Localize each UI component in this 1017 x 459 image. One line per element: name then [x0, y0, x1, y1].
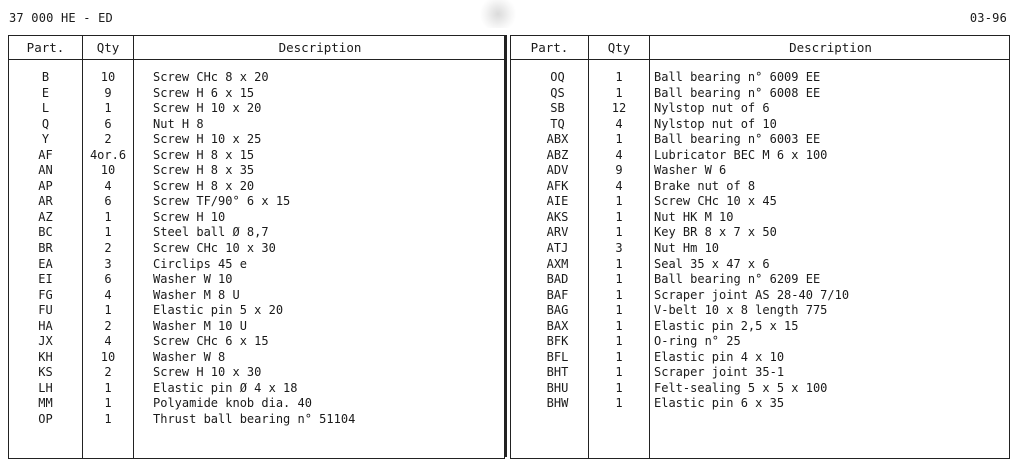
- qty-cell: 1: [615, 194, 623, 209]
- description-cell: Screw H 10 x 25: [153, 132, 262, 147]
- description-cell: Washer M 10 U: [153, 318, 247, 333]
- table-row: [9, 163, 504, 179]
- description-cell: Nylstop nut of 10: [654, 116, 777, 131]
- part-cell: Y: [41, 132, 50, 147]
- table-row: [9, 132, 504, 148]
- description-cell: Screw H 10: [153, 209, 226, 224]
- description-cell: Washer W 8: [153, 349, 226, 364]
- qty-cell: 6: [104, 194, 112, 209]
- header-part: Part.: [26, 40, 65, 55]
- part-cell: ARV: [546, 225, 569, 240]
- table-row: [9, 365, 504, 381]
- part-cell: KH: [38, 349, 53, 364]
- description-cell: Screw H 10 x 30: [153, 365, 262, 380]
- description-cell: Elastic pin 4 x 10: [654, 349, 785, 364]
- description-cell: Washer W 10: [153, 272, 233, 287]
- part-cell: BAG: [546, 303, 569, 318]
- part-cell: EI: [38, 272, 53, 287]
- part-cell: AZ: [38, 209, 53, 224]
- qty-cell: 1: [615, 85, 623, 100]
- part-cell: MM: [38, 396, 53, 411]
- part-cell: FG: [38, 287, 53, 302]
- description-cell: Thrust ball bearing n° 51104: [153, 412, 356, 427]
- part-cell: OQ: [550, 70, 565, 84]
- part-cell: QS: [550, 85, 565, 100]
- qty-cell: 1: [104, 412, 112, 427]
- part-cell: BAF: [546, 287, 569, 302]
- description-cell: Elastic pin 2,5 x 15: [654, 318, 799, 333]
- part-cell: BHT: [546, 365, 569, 380]
- header-part: Part.: [530, 40, 569, 55]
- qty-cell: 1: [615, 70, 623, 84]
- table-row: [9, 70, 504, 86]
- description-cell: Nut H 8: [153, 116, 204, 131]
- qty-cell: 1: [104, 225, 112, 240]
- qty-cell: 9: [615, 163, 623, 178]
- description-cell: Lubricator BEC M 6 x 100: [654, 147, 828, 162]
- description-cell: Screw CHc 10 x 30: [153, 241, 276, 256]
- qty-cell: 9: [104, 85, 112, 100]
- part-cell: BAD: [546, 272, 569, 287]
- description-cell: Felt-sealing 5 x 5 x 100: [654, 380, 828, 395]
- table-row: [9, 350, 504, 366]
- qty-cell: 3: [615, 241, 623, 256]
- table-row: [9, 241, 504, 257]
- qty-cell: 1: [104, 380, 112, 395]
- description-cell: Ball bearing n° 6009 EE: [654, 70, 821, 84]
- part-cell: TQ: [550, 116, 565, 131]
- qty-cell: 1: [615, 396, 623, 411]
- table-row: [511, 179, 1009, 195]
- table-row: [511, 241, 1009, 257]
- table-row: [9, 194, 504, 210]
- part-cell: L: [41, 101, 50, 116]
- table-row: [511, 319, 1009, 335]
- description-cell: Washer W 6: [654, 163, 727, 178]
- part-cell: Q: [41, 116, 50, 131]
- table-row: [511, 117, 1009, 133]
- table-row: [9, 303, 504, 319]
- description-cell: Screw H 8 x 15: [153, 147, 255, 162]
- table-row: [9, 257, 504, 273]
- table-row: [9, 225, 504, 241]
- description-cell: Circlips 45 e: [153, 256, 247, 271]
- description-cell: Screw CHc 10 x 45: [654, 194, 777, 209]
- qty-cell: 4: [615, 116, 623, 131]
- description-cell: Scraper joint AS 28-40 7/10: [654, 287, 850, 302]
- description-cell: Steel ball Ø 8,7: [153, 225, 269, 240]
- table-row: [511, 86, 1009, 102]
- qty-cell: 2: [104, 132, 112, 147]
- header-qty: Qty: [607, 40, 631, 55]
- table-row: [9, 101, 504, 117]
- rows-right: [511, 70, 1009, 412]
- table-row: [9, 381, 504, 397]
- part-cell: E: [41, 85, 50, 100]
- scan-artifact: [478, 0, 518, 28]
- qty-cell: 1: [615, 132, 623, 147]
- description-cell: Elastic pin Ø 4 x 18: [153, 380, 298, 395]
- qty-cell: 1: [615, 318, 623, 333]
- part-cell: BR: [38, 241, 53, 256]
- part-cell: EA: [38, 256, 53, 271]
- rows-left: [9, 70, 504, 428]
- table-row: [511, 194, 1009, 210]
- table-row: [511, 225, 1009, 241]
- table-row: [511, 70, 1009, 86]
- table-row: [9, 86, 504, 102]
- part-cell: ABX: [546, 132, 569, 147]
- document-code: 37 000 HE - ED: [9, 11, 113, 25]
- table-row: [511, 272, 1009, 288]
- description-cell: Ball bearing n° 6008 EE: [654, 85, 821, 100]
- table-row: [511, 101, 1009, 117]
- part-cell: ABZ: [546, 147, 569, 162]
- table-row: [9, 148, 504, 164]
- description-cell: V-belt 10 x 8 length 775: [654, 303, 828, 318]
- part-cell: KS: [38, 365, 53, 380]
- description-cell: Brake nut of 8: [654, 178, 756, 193]
- qty-cell: 10: [100, 70, 116, 84]
- qty-cell: 1: [615, 287, 623, 302]
- table-row: [9, 319, 504, 335]
- qty-cell: 4: [104, 334, 112, 349]
- part-cell: AR: [38, 194, 53, 209]
- qty-cell: 2: [104, 241, 112, 256]
- part-cell: SB: [550, 101, 565, 116]
- table-row: [9, 334, 504, 350]
- table-row: [511, 132, 1009, 148]
- table-row: [511, 381, 1009, 397]
- table-row: [9, 210, 504, 226]
- table-row: [9, 179, 504, 195]
- qty-cell: 6: [104, 272, 112, 287]
- qty-cell: 3: [104, 256, 112, 271]
- description-cell: Screw H 8 x 20: [153, 178, 255, 193]
- qty-cell: 4: [104, 287, 112, 302]
- description-cell: Polyamide knob dia. 40: [153, 396, 312, 411]
- description-cell: Screw CHc 8 x 20: [153, 70, 269, 84]
- qty-cell: 4: [615, 178, 623, 193]
- table-row: [9, 288, 504, 304]
- description-cell: Washer M 8 U: [153, 287, 240, 302]
- document-date: 03-96: [969, 11, 1007, 25]
- part-cell: B: [41, 70, 50, 84]
- part-cell: JX: [38, 334, 53, 349]
- table-row: [9, 272, 504, 288]
- part-cell: AXM: [546, 256, 569, 271]
- qty-cell: 2: [104, 318, 112, 333]
- part-cell: ATJ: [546, 241, 569, 256]
- table-row: [511, 210, 1009, 226]
- qty-cell: 4: [615, 147, 623, 162]
- qty-cell: 1: [615, 334, 623, 349]
- qty-cell: 1: [615, 225, 623, 240]
- description-cell: Nut HK M 10: [654, 209, 734, 224]
- qty-cell: 10: [100, 349, 116, 364]
- qty-cell: 1: [615, 365, 623, 380]
- part-cell: OP: [38, 412, 53, 427]
- part-cell: BFL: [546, 349, 569, 364]
- description-cell: Nylstop nut of 6: [654, 101, 770, 116]
- qty-cell: 1: [615, 272, 623, 287]
- table-row: [511, 303, 1009, 319]
- table-row: [511, 334, 1009, 350]
- description-cell: Screw TF/90° 6 x 15: [153, 194, 291, 209]
- qty-cell: 6: [104, 116, 112, 131]
- description-cell: Screw H 10 x 20: [153, 101, 262, 116]
- part-cell: BC: [38, 225, 53, 240]
- description-cell: Seal 35 x 47 x 6: [654, 256, 770, 271]
- part-cell: AN: [38, 163, 53, 178]
- description-cell: Ball bearing n° 6003 EE: [654, 132, 821, 147]
- description-cell: Scraper joint 35-1: [654, 365, 785, 380]
- description-cell: Screw H 8 x 35: [153, 163, 255, 178]
- qty-cell: 1: [615, 256, 623, 271]
- part-cell: AKS: [546, 209, 569, 224]
- part-cell: AF: [38, 147, 53, 162]
- header-description: Description: [789, 40, 872, 55]
- part-cell: HA: [38, 318, 53, 333]
- table-row: [9, 412, 504, 428]
- qty-cell: 12: [611, 101, 627, 116]
- description-cell: Elastic pin 5 x 20: [153, 303, 284, 318]
- header-description: Description: [278, 40, 362, 55]
- description-cell: Key BR 8 x 7 x 50: [654, 225, 777, 240]
- part-cell: FU: [38, 303, 53, 318]
- qty-cell: 10: [100, 163, 116, 178]
- qty-cell: 1: [104, 303, 112, 318]
- qty-cell: 4or.6: [89, 147, 127, 162]
- qty-cell: 4: [104, 178, 112, 193]
- table-row: [9, 117, 504, 133]
- table-row: [511, 148, 1009, 164]
- part-cell: LH: [38, 380, 53, 395]
- table-row: [511, 288, 1009, 304]
- table-header-left: [9, 36, 504, 60]
- qty-cell: 1: [104, 209, 112, 224]
- qty-cell: 2: [104, 365, 112, 380]
- part-cell: BHU: [546, 380, 569, 395]
- description-cell: Nut Hm 10: [654, 241, 720, 256]
- qty-cell: 1: [615, 349, 623, 364]
- part-cell: AIE: [546, 194, 569, 209]
- description-cell: Screw CHc 6 x 15: [153, 334, 269, 349]
- parts-table-right: [510, 35, 1010, 459]
- part-cell: BHW: [546, 396, 569, 411]
- header-qty: Qty: [96, 40, 120, 55]
- part-cell: AP: [38, 178, 53, 193]
- description-cell: O-ring n° 25: [654, 334, 741, 349]
- table-row: [511, 365, 1009, 381]
- part-cell: ADV: [546, 163, 569, 178]
- description-cell: Ball bearing n° 6209 EE: [654, 272, 821, 287]
- parts-table-left: [8, 35, 505, 459]
- table-header-right: [511, 36, 1009, 60]
- description-cell: Screw H 6 x 15: [153, 85, 255, 100]
- qty-cell: 1: [104, 396, 112, 411]
- table-row: [511, 350, 1009, 366]
- description-cell: Elastic pin 6 x 35: [654, 396, 785, 411]
- table-row: [511, 257, 1009, 273]
- qty-cell: 1: [615, 380, 623, 395]
- part-cell: BAX: [546, 318, 569, 333]
- part-cell: AFK: [546, 178, 569, 193]
- qty-cell: 1: [104, 101, 112, 116]
- qty-cell: 1: [615, 209, 623, 224]
- table-row: [9, 396, 504, 412]
- table-row: [511, 163, 1009, 179]
- part-cell: BFK: [546, 334, 569, 349]
- table-row: [511, 396, 1009, 412]
- qty-cell: 1: [615, 303, 623, 318]
